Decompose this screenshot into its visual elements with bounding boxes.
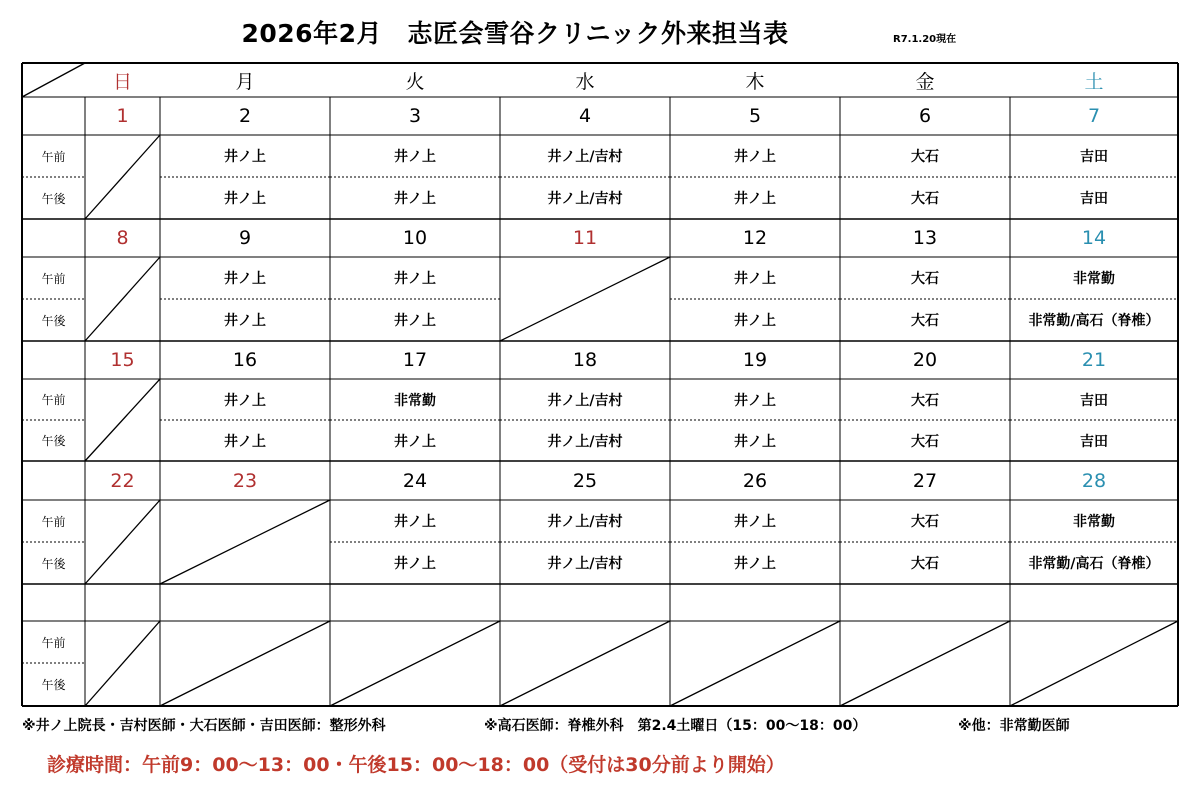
doctor-am-cell: 井ノ上 <box>224 392 266 409</box>
date-cell: 6 <box>918 105 932 127</box>
shift-label-pm: 午後 <box>41 678 66 692</box>
shift-label-pm: 午後 <box>41 434 66 448</box>
closed-diagonal <box>840 621 1010 706</box>
date-cell <box>330 584 500 621</box>
doctor-am-cell: 大石 <box>911 514 939 530</box>
date-cell <box>160 584 330 621</box>
doctor-am-cell: 井ノ上 <box>394 514 436 530</box>
shift-label-pm: 午後 <box>41 313 66 328</box>
doctor-pm-cell: 井ノ上 <box>224 433 266 450</box>
date-cell: 20 <box>912 349 938 371</box>
date-cell: 9 <box>238 227 252 249</box>
weekday-header-5: 金 <box>915 70 935 93</box>
doctor-pm-cell: 井ノ上/吉村 <box>547 556 623 572</box>
date-cell: 17 <box>402 349 428 371</box>
note-other: ※他：非常勤医師 <box>958 718 1070 734</box>
doctor-am-cell: 井ノ上 <box>224 271 266 287</box>
date-cell: 3 <box>408 105 422 127</box>
doctor-pm-cell: 井ノ上 <box>394 313 436 329</box>
date-cell <box>85 584 160 621</box>
page-title: 2026年2月 志匠会雪谷クリニック外来担当表 <box>241 19 789 48</box>
weekday-header-0: 日 <box>112 70 132 93</box>
date-cell: 2 <box>238 105 252 127</box>
date-cell: 28 <box>1081 469 1107 492</box>
closed-diagonal <box>160 621 330 706</box>
date-cell: 16 <box>232 349 258 371</box>
date-cell <box>840 584 1010 621</box>
closed-diagonal <box>330 621 500 706</box>
closed-diagonal <box>670 621 840 706</box>
date-cell: 22 <box>110 469 135 492</box>
closed-diagonal <box>1010 621 1178 706</box>
closed-diagonal <box>160 500 330 584</box>
weekday-header-1: 月 <box>235 70 255 93</box>
shift-label-pm: 午後 <box>41 556 66 571</box>
doctor-pm-cell: 井ノ上 <box>394 433 436 450</box>
date-cell: 8 <box>116 227 129 249</box>
note-spine: ※高石医師：脊椎外科 第2.4土曜日（15：00〜18：00） <box>484 718 867 734</box>
doctor-pm-cell: 井ノ上/吉村 <box>547 191 623 207</box>
date-cell: 14 <box>1081 227 1107 249</box>
doctor-am-cell: 井ノ上 <box>734 271 776 287</box>
doctor-pm-cell: 大石 <box>911 433 939 450</box>
date-cell: 15 <box>110 349 135 371</box>
doctor-am-cell: 井ノ上/吉村 <box>547 392 623 409</box>
date-cell <box>500 584 670 621</box>
doctor-am-cell: 大石 <box>911 271 939 287</box>
closed-diagonal <box>85 500 160 584</box>
doctor-pm-cell: 大石 <box>911 191 939 207</box>
doctor-pm-cell: 非常勤/高石（脊椎） <box>1028 313 1160 329</box>
doctor-am-cell: 非常勤 <box>1073 514 1115 530</box>
closed-diagonal <box>500 621 670 706</box>
doctor-pm-cell: 井ノ上 <box>224 191 266 207</box>
doctor-pm-cell: 吉田 <box>1080 433 1108 450</box>
doctor-am-cell: 非常勤 <box>1073 271 1115 287</box>
weekday-header-6: 土 <box>1084 70 1104 93</box>
weekday-header-4: 木 <box>745 70 765 93</box>
date-cell: 25 <box>572 469 598 492</box>
doctor-pm-cell: 井ノ上 <box>734 556 776 572</box>
date-cell: 23 <box>232 469 258 492</box>
date-cell: 11 <box>572 227 598 249</box>
date-cell: 13 <box>912 227 938 249</box>
doctor-am-cell: 井ノ上 <box>734 514 776 530</box>
doctor-pm-cell: 非常勤/高石（脊椎） <box>1028 556 1160 572</box>
doctor-pm-cell: 吉田 <box>1080 191 1108 207</box>
shift-label-am: 午前 <box>41 393 66 407</box>
date-cell: 10 <box>402 227 428 249</box>
date-cell <box>670 584 840 621</box>
doctor-pm-cell: 井ノ上 <box>734 433 776 450</box>
doctor-pm-cell: 井ノ上/吉村 <box>547 433 623 450</box>
doctor-pm-cell: 井ノ上 <box>734 191 776 207</box>
weekday-header-2: 火 <box>405 70 425 93</box>
closed-diagonal <box>85 135 160 219</box>
date-cell <box>1010 584 1178 621</box>
doctor-pm-cell: 大石 <box>911 313 939 329</box>
closed-diagonal <box>85 379 160 461</box>
doctor-pm-cell: 井ノ上 <box>734 313 776 329</box>
doctor-am-cell: 井ノ上 <box>734 392 776 409</box>
date-cell: 5 <box>748 105 762 127</box>
clinic-hours: 診療時間：午前9：00〜13：00・午後15：00〜18：00（受付は30分前より開始） <box>47 754 785 776</box>
closed-diagonal <box>85 257 160 341</box>
doctor-am-cell: 吉田 <box>1080 149 1108 165</box>
shift-label-am: 午前 <box>41 149 66 164</box>
shift-label-am: 午前 <box>41 635 66 650</box>
date-cell: 19 <box>742 349 768 371</box>
doctor-pm-cell: 大石 <box>911 556 939 572</box>
doctor-am-cell: 井ノ上/吉村 <box>547 149 623 165</box>
date-cell: 26 <box>742 469 768 492</box>
shift-label-am: 午前 <box>41 514 66 529</box>
shift-label-am: 午前 <box>41 271 66 286</box>
as-of-date: R7.1.20現在 <box>893 34 957 45</box>
doctor-pm-cell: 井ノ上 <box>394 556 436 572</box>
doctor-am-cell: 井ノ上 <box>734 149 776 165</box>
closed-diagonal <box>500 257 670 341</box>
date-cell: 4 <box>578 105 592 127</box>
doctor-am-cell: 井ノ上 <box>394 149 436 165</box>
shift-label-pm: 午後 <box>41 191 66 206</box>
date-cell: 21 <box>1081 349 1107 371</box>
date-cell: 27 <box>912 469 938 492</box>
doctor-am-cell: 井ノ上 <box>224 149 266 165</box>
doctor-am-cell: 吉田 <box>1080 392 1108 409</box>
note-staff: ※井ノ上院長・吉村医師・大石医師・吉田医師：整形外科 <box>22 718 386 734</box>
date-cell: 1 <box>116 105 129 127</box>
date-cell: 24 <box>402 469 428 492</box>
date-cell: 12 <box>742 227 768 249</box>
date-cell: 7 <box>1087 105 1101 127</box>
doctor-pm-cell: 井ノ上 <box>394 191 436 207</box>
doctor-am-cell: 非常勤 <box>394 392 436 409</box>
weekday-header-3: 水 <box>575 70 595 93</box>
date-cell: 18 <box>572 349 598 371</box>
doctor-am-cell: 大石 <box>911 149 939 165</box>
doctor-pm-cell: 井ノ上 <box>224 313 266 329</box>
doctor-am-cell: 大石 <box>911 392 939 409</box>
closed-diagonal <box>85 621 160 706</box>
doctor-am-cell: 井ノ上/吉村 <box>547 514 623 530</box>
corner-diagonal <box>22 63 85 97</box>
doctor-am-cell: 井ノ上 <box>394 271 436 287</box>
